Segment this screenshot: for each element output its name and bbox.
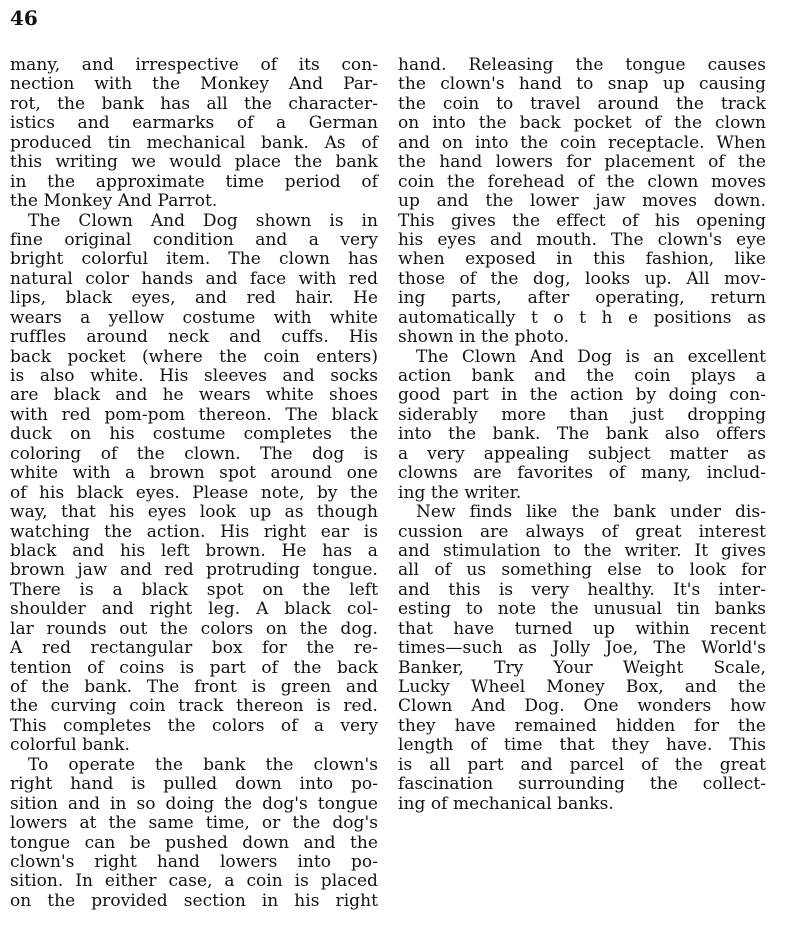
text-line: tongue can be pushed down and the bbox=[10, 832, 378, 853]
text-line: the coin to travel around the track bbox=[398, 93, 766, 114]
text-line: is also white. His sleeves and socks bbox=[10, 366, 378, 386]
text-line: Clown And Dog. One wonders how bbox=[398, 696, 766, 717]
text-line: clowns are favorites of many, includ- bbox=[398, 463, 766, 484]
text-line: and stimulation to the writer. It gives bbox=[398, 540, 766, 561]
text-line: those of the dog, looks up. All mov- bbox=[398, 268, 766, 289]
text-line: is all part and parcel of the great bbox=[398, 754, 766, 775]
text-line: action bank and the coin plays a bbox=[398, 366, 766, 386]
left-column bbox=[10, 56, 378, 911]
text-line: Lucky Wheel Money Box, and the bbox=[398, 677, 766, 697]
text-line: ing of mechanical banks. bbox=[398, 793, 614, 814]
text-line: watching the action. His right ear is bbox=[10, 521, 378, 542]
text-line: all of us something else to look for bbox=[398, 560, 766, 581]
text-line: into the bank. The bank also offers bbox=[398, 424, 766, 445]
text-line: sition and in so doing the dog's tongue bbox=[10, 793, 378, 814]
text-line: A red rectangular box for the re- bbox=[10, 638, 378, 659]
text-line: on the provided section in his right bbox=[10, 890, 378, 911]
text-line: fascination surrounding the collect- bbox=[398, 774, 766, 795]
text-line: natural color hands and face with red bbox=[10, 268, 378, 289]
text-line: produced tin mechanical bank. As of bbox=[10, 132, 378, 153]
text-line: shoulder and right leg. A black col- bbox=[10, 599, 378, 620]
text-line: are black and he wears white shoes bbox=[10, 385, 378, 406]
text-line: ing the writer. bbox=[398, 482, 522, 503]
text-line: they have remained hidden for the bbox=[398, 715, 766, 736]
text-line: sition. In either case, a coin is placed bbox=[10, 871, 378, 892]
text-line: lips, black eyes, and red hair. He bbox=[10, 288, 378, 309]
right-column bbox=[398, 56, 766, 814]
text-line: There is a black spot on the left bbox=[10, 579, 378, 600]
text-line: of his black eyes. Please note, by the bbox=[10, 482, 378, 503]
text-line: New finds like the bank under dis- bbox=[416, 502, 766, 523]
text-line: The Clown And Dog shown is in bbox=[28, 210, 378, 231]
text-line: white with a brown spot around one bbox=[10, 463, 378, 484]
text-line: lowers at the same time, or the dog's bbox=[10, 813, 378, 834]
text-line: way, that his eyes look up as though bbox=[10, 502, 378, 523]
text-line: shown in the photo. bbox=[398, 327, 570, 348]
text-line: ruffles around neck and cuffs. His bbox=[10, 327, 378, 348]
text-line: nection with the Monkey And Par- bbox=[10, 74, 378, 95]
text-line: his eyes and mouth. The clown's eye bbox=[398, 229, 766, 250]
text-line: good part in the action by doing con- bbox=[398, 385, 766, 406]
text-line: the clown's hand to snap up causing bbox=[398, 74, 766, 95]
text-line: and this is very healthy. It's inter- bbox=[398, 579, 766, 600]
text-line: a very appealing subject matter as bbox=[398, 443, 766, 464]
text-line: brown jaw and red protruding tongue. bbox=[10, 560, 378, 581]
text-line: bright colorful item. The clown has bbox=[10, 249, 378, 270]
text-line: the hand lowers for placement of the bbox=[398, 152, 766, 173]
text-line: automatically t o t h e positions as bbox=[398, 307, 766, 328]
text-line: right hand is pulled down into po- bbox=[10, 774, 378, 795]
text-line: length of time that they have. This bbox=[398, 735, 766, 756]
text-line: lar rounds out the colors on the dog. bbox=[10, 618, 378, 639]
text-line: ing parts, after operating, return bbox=[398, 288, 766, 309]
text-line: wears a yellow costume with white bbox=[10, 307, 378, 328]
text-line: the Monkey And Parrot. bbox=[10, 191, 218, 212]
text-line: on into the back pocket of the clown bbox=[398, 113, 766, 134]
text-line: istics and earmarks of a German bbox=[10, 113, 378, 134]
text-line: This gives the effect of his opening bbox=[398, 210, 766, 231]
text-line: the curving coin track thereon is red. bbox=[10, 696, 378, 717]
text-line: tention of coins is part of the back bbox=[10, 657, 378, 678]
text-line: This completes the colors of a very bbox=[10, 715, 378, 736]
text-line: times—such as Jolly Joe, The World's bbox=[398, 638, 766, 659]
text-line: duck on his costume completes the bbox=[10, 424, 378, 445]
text-line: The Clown And Dog is an excellent bbox=[416, 346, 766, 367]
text-line: siderably more than just dropping bbox=[398, 404, 766, 425]
text-line: esting to note the unusual tin banks bbox=[398, 599, 766, 620]
text-line: when exposed in this fashion, like bbox=[398, 249, 766, 270]
text-line: coloring of the clown. The dog is bbox=[10, 443, 378, 464]
text-line: colorful bank. bbox=[10, 735, 131, 756]
text-line: many, and irrespective of its con- bbox=[10, 55, 378, 75]
text-line: of the bank. The front is green and bbox=[10, 677, 378, 697]
text-line: clown's right hand lowers into po- bbox=[10, 851, 378, 872]
text-line: To operate the bank the clown's bbox=[28, 754, 378, 775]
text-line: coin the forehead of the clown moves bbox=[398, 171, 766, 192]
text-line: in the approximate time period of bbox=[10, 171, 378, 192]
text-line: that have turned up within recent bbox=[398, 618, 766, 639]
page-number: 46 bbox=[10, 6, 38, 30]
text-line: and on into the coin receptacle. When bbox=[398, 132, 766, 153]
text-line: up and the lower jaw moves down. bbox=[398, 191, 766, 212]
text-line: cussion are always of great interest bbox=[398, 521, 766, 542]
text-line: back pocket (where the coin enters) bbox=[10, 346, 378, 367]
text-line: rot, the bank has all the character- bbox=[10, 93, 378, 114]
text-line: with red pom-pom thereon. The black bbox=[10, 404, 378, 425]
text-line: Banker, Try Your Weight Scale, bbox=[398, 657, 766, 678]
text-line: black and his left brown. He has a bbox=[10, 540, 378, 561]
text-line: fine original condition and a very bbox=[10, 229, 378, 250]
text-line: this writing we would place the bank bbox=[10, 152, 378, 173]
text-line: hand. Releasing the tongue causes bbox=[398, 55, 766, 75]
